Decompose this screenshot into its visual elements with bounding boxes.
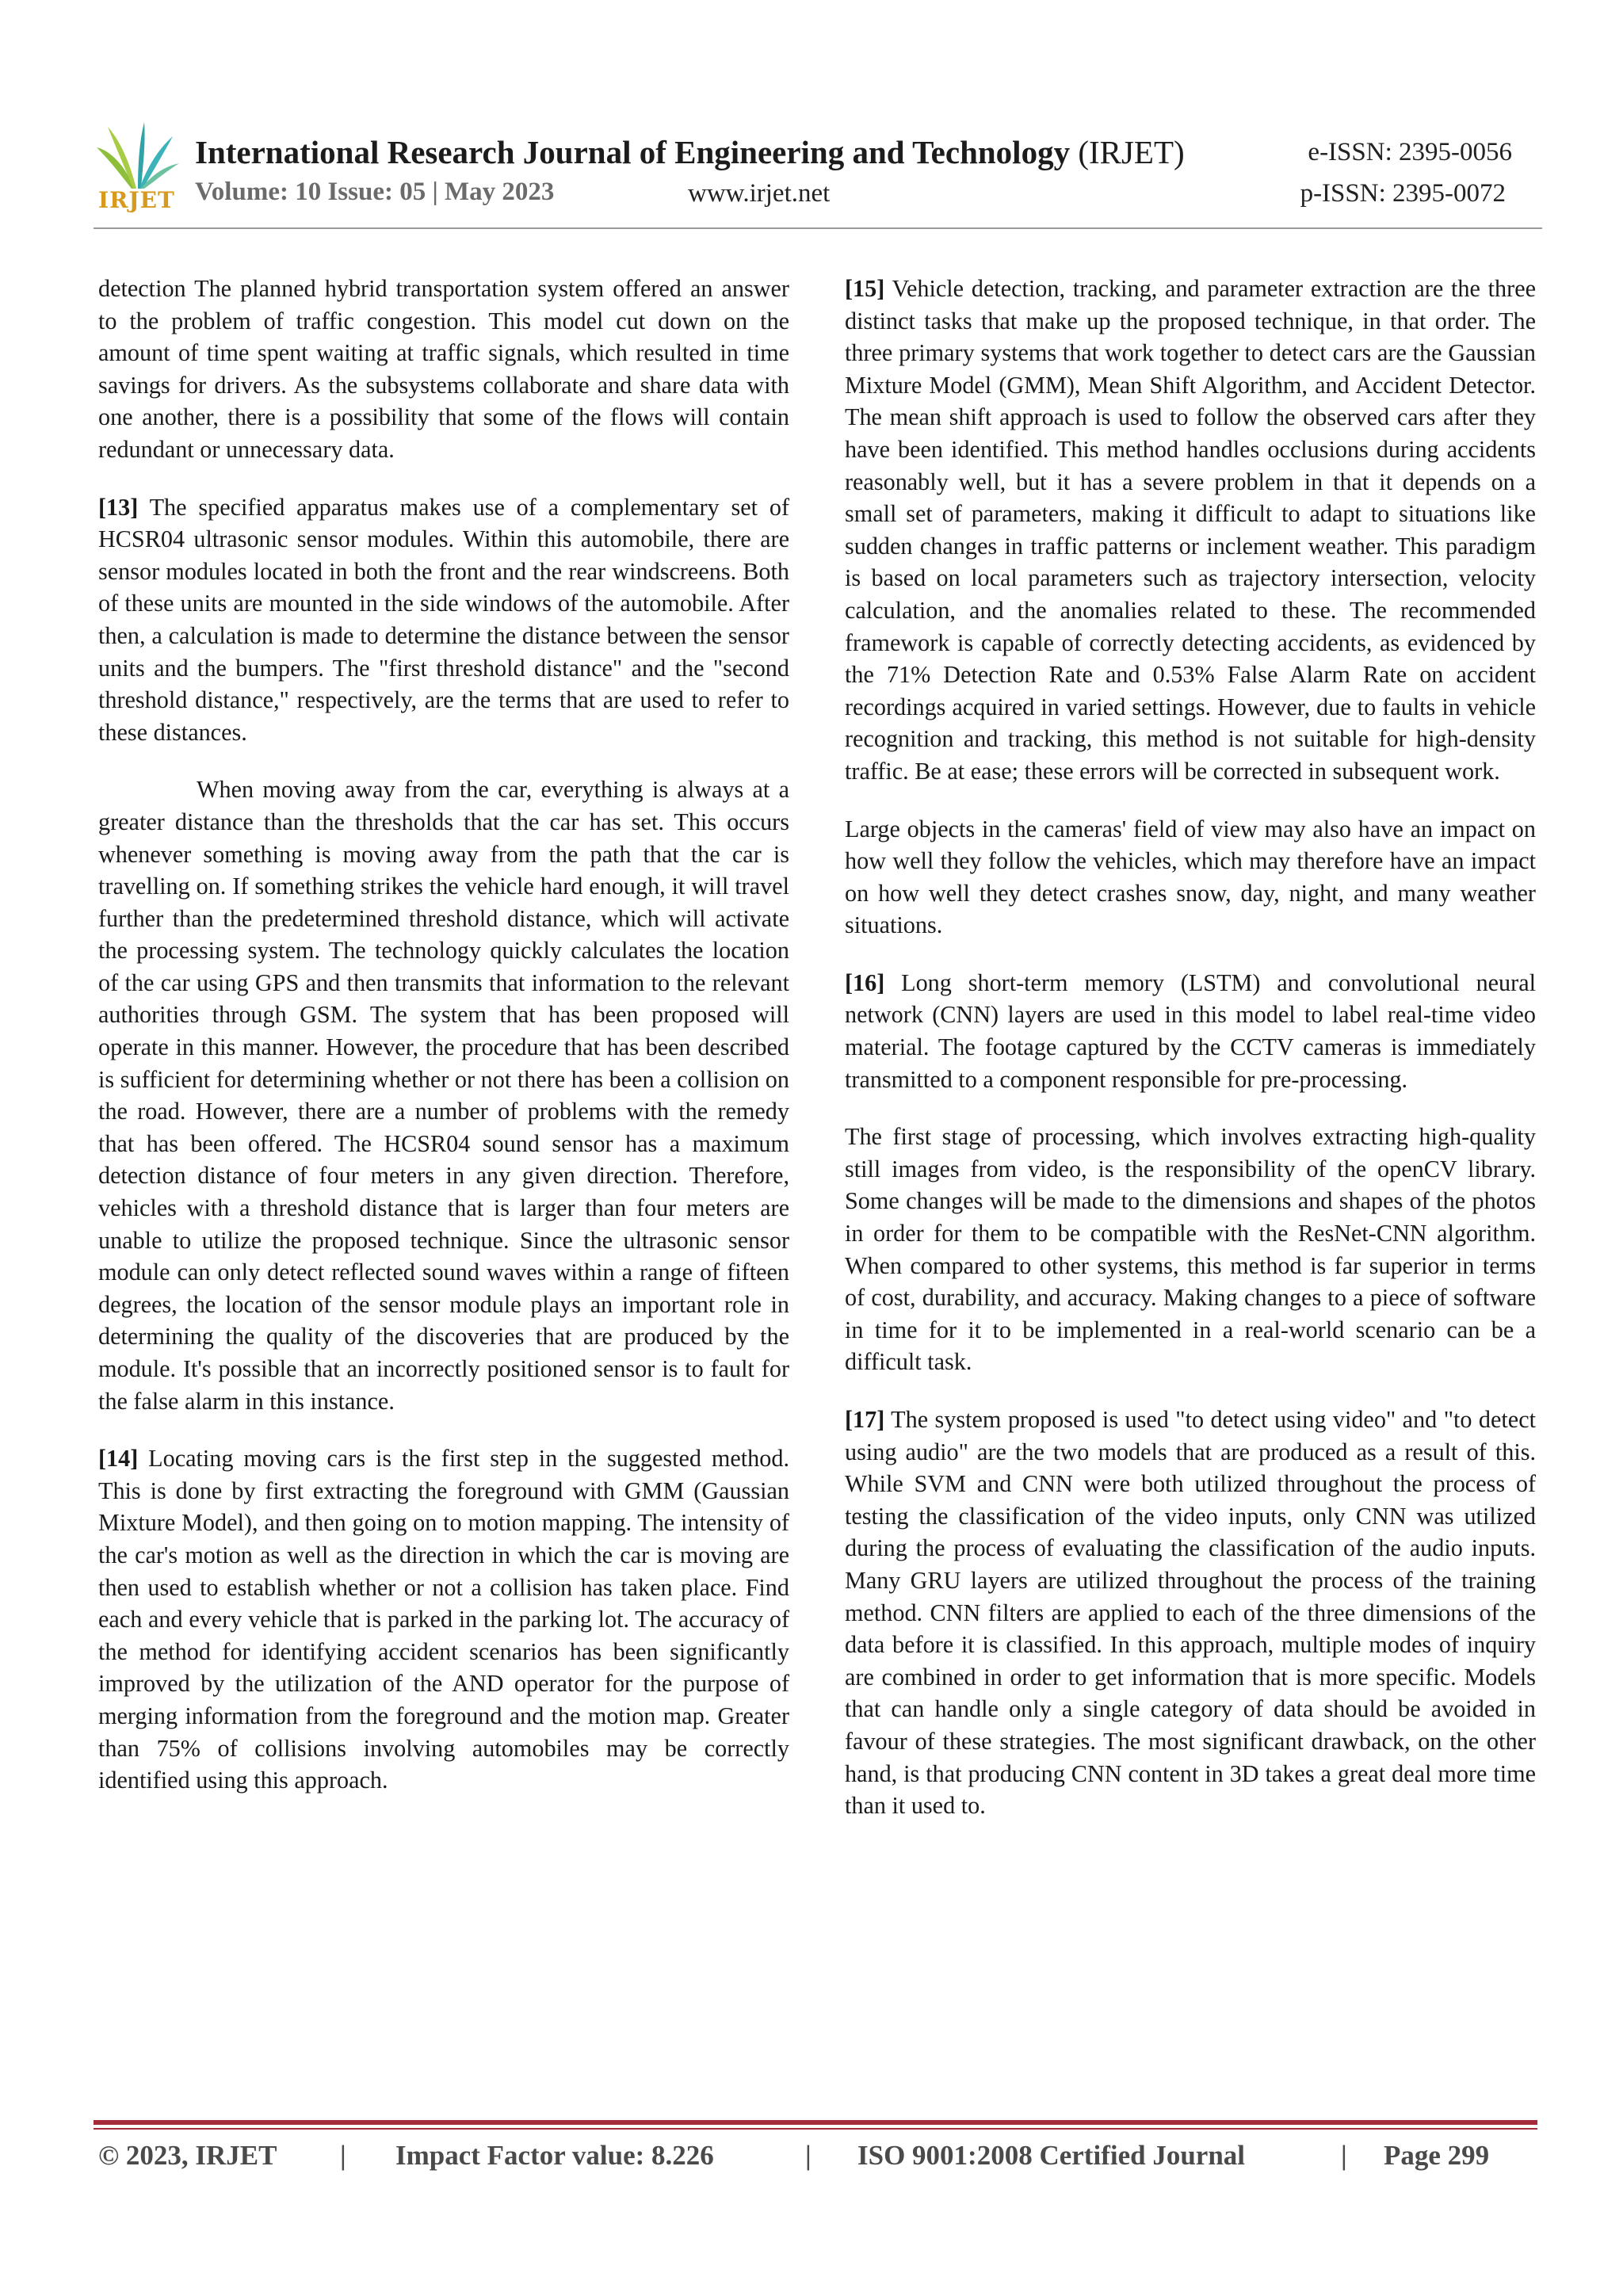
reference-number: [17] xyxy=(845,1406,885,1433)
paragraph-text: Long short-term memory (LSTM) and convolutional neural network (CNN) layers are used in this model to label real-time video material. The footage captured by the CCTV cameras is immediately transmitted to a component responsible for pre-processing. xyxy=(845,968,1536,1093)
footer-page-number: Page 299 xyxy=(1384,2140,1490,2171)
logo-text: IRJET xyxy=(98,187,175,213)
footer-separator: | xyxy=(805,2140,812,2171)
journal-title xyxy=(195,133,1185,171)
journal-title-main: International Research Journal of Engineering and Technology xyxy=(195,134,1071,170)
irjet-logo xyxy=(94,119,181,214)
paragraph-text: detection The planned hybrid transportation system offered an answer to the problem of traffic congestion. This model cut down on the amount of time spent waiting at traffic signals, which resulted in time savings for drivers. As the subsystems collaborate and share data with one another, there is a possibility that some of the flows will contain redundant or unnecessary data. xyxy=(98,275,789,463)
paragraph-text: Vehicle detection, tracking, and parameter extraction are the three distinct tasks that make up the proposed technique, in that order. The three primary systems that work together to detect cars are the Gaussian Mixture Model (GMM), Mean Shift Algorithm, and Accident Detector. The mean shift approach is used to follow the observed cars after they have been identified. This method handles occlusions during accidents reasonably well, but it has a severe problem in that it depends on a small set of parameters, making it difficult to adapt to situations like sudden changes in traffic patterns or inclement weather. This paradigm is based on local parameters such as trajectory intersection, velocity calculation, and the anomalies related to these. The recommended framework is capable of correctly detecting accidents, as evidenced by the 71% Detection Rate and 0.53% False Alarm Rate on accident recordings acquired in varied settings. However, due to faults in vehicle recognition and tracking, this method is not suitable for high-density traffic. Be at ease; these errors will be corrected in subsequent work. xyxy=(845,275,1536,785)
paragraph-text: Locating moving cars is the first step in the suggested method. This is done by first extracting the foreground with GMM (Gaussian Mixture Model), and then going on to motion mapping. The intensity of the car's motion as well as the direction in which the car is moving are then used to establish whether or not a collision has taken place. Find each and every vehicle that is parked in the parking lot. The accuracy of the method for identifying accident scenarios has been significantly improved by the utilization of the AND operator for the purpose of merging information from the foreground and the motion map. Greater than 75% of collisions involving automobiles may be correctly identified using this approach. xyxy=(98,1445,789,1794)
left-column xyxy=(98,273,789,1822)
paragraph-ref-17 xyxy=(845,1404,1536,1822)
e-issn: e-ISSN: 2395-0056 xyxy=(1308,138,1512,166)
paragraph-text: The first stage of processing, which involves extracting high-quality still images from video, is the responsibility of the openCV library. Some changes will be made to the dimensions and shapes of the photos in order for them to be compatible with the ResNet-CNN algorithm. When compared to other systems, this method is far superior in terms of cost, durability, and accuracy. Making changes to a piece of software in time for it to be implemented in a real-world scenario can be a difficult task. xyxy=(845,1123,1536,1376)
footer-rule-thick xyxy=(94,2120,1537,2125)
right-column xyxy=(845,273,1536,1847)
paragraph-ref-16 xyxy=(845,967,1536,1095)
paragraph-ref-15 xyxy=(845,273,1536,788)
reference-number: [15] xyxy=(845,275,885,302)
leaf-logo-icon xyxy=(94,119,181,190)
paragraph xyxy=(98,273,789,466)
footer-separator: | xyxy=(340,2140,346,2171)
paragraph xyxy=(845,1121,1536,1378)
paragraph xyxy=(845,813,1536,942)
journal-website: www.irjet.net xyxy=(688,179,831,208)
page-header xyxy=(94,119,1544,226)
footer-separator: | xyxy=(1341,2140,1347,2171)
paragraph-text: Large objects in the cameras' field of view may also have an impact on how well they follow the vehicles, which may therefore have an impact on how well they detect crashes snow, day, night, and many weather situations. xyxy=(845,815,1536,939)
volume-issue: Volume: 10 Issue: 05 | May 2023 xyxy=(195,178,555,206)
reference-number: [13] xyxy=(98,493,139,521)
paragraph-text: The system proposed is used "to detect using video" and "to detect using audio" are the two models that are produced as a result of this. While SVM and CNN were both utilized throughout the process of testing the classification of the video inputs, only CNN was utilized during the process of evaluating the classification of the audio inputs. Many GRU layers are utilized throughout the process of the training method. CNN filters are applied to each of the three dimensions of the data before it is classified. In this approach, multiple modes of inquiry are combined in order to get information that is more specific. Models that can handle only a single category of data should be avoided in favour of these strategies. The most significant drawback, on the other hand, is that producing CNN content in 3D takes a great deal more time than it used to. xyxy=(845,1406,1536,1820)
paragraph-ref-13 xyxy=(98,491,789,749)
page-footer xyxy=(98,2140,1542,2179)
footer-iso: ISO 9001:2008 Certified Journal xyxy=(857,2140,1246,2171)
reference-number: [14] xyxy=(98,1445,139,1473)
footer-rule-thin xyxy=(94,2128,1537,2130)
journal-title-abbr: (IRJET) xyxy=(1078,134,1185,170)
header-divider xyxy=(94,227,1542,229)
footer-impact-factor: Impact Factor value: 8.226 xyxy=(395,2140,714,2171)
paragraph-ref-14 xyxy=(98,1442,789,1797)
p-issn: p-ISSN: 2395-0072 xyxy=(1300,179,1506,208)
footer-copyright: © 2023, IRJET xyxy=(98,2140,277,2171)
paragraph-text: The specified apparatus makes use of a complementary set of HCSR04 ultrasonic sensor modules. Within this automobile, there are sensor modules located in both the front and the rear windscreens. Both of these units are mounted in the side windows of the automobile. After then, a calculation is made to determine the distance between the sensor units and the bumpers. The "first threshold distance" and the "second threshold distance," respectively, are the terms that are used to refer to these distances. xyxy=(98,493,789,746)
paragraph xyxy=(98,774,789,1417)
paragraph-text: When moving away from the car, everything is always at a greater distance than the thresholds that the car has set. This occurs whenever something is moving away from the path that the car is travelling on. If something strikes the vehicle hard enough, it will travel further than the predetermined threshold distance, which will activate the processing system. The technology quickly calculates the location of the car using GPS and then transmits that information to the relevant authorities through GSM. The system that has been proposed will operate in this manner. However, the procedure that has been described is sufficient for determining whether or not there has been a collision on the road. However, there are a number of problems with the remedy that has been offered. The HCSR04 sound sensor has a maximum detection distance of four meters in any given direction. Therefore, vehicles with a threshold distance that is larger than four meters are unable to utilize the proposed technique. Since the ultrasonic sensor module can only detect reflected sound waves within a range of fifteen degrees, the location of the sensor module plays an important role in determining the quality of the discoveries that are produced by the module. It's possible that an incorrectly positioned sensor is to fault for the false alarm in this instance. xyxy=(98,776,789,1415)
reference-number: [16] xyxy=(845,968,885,996)
